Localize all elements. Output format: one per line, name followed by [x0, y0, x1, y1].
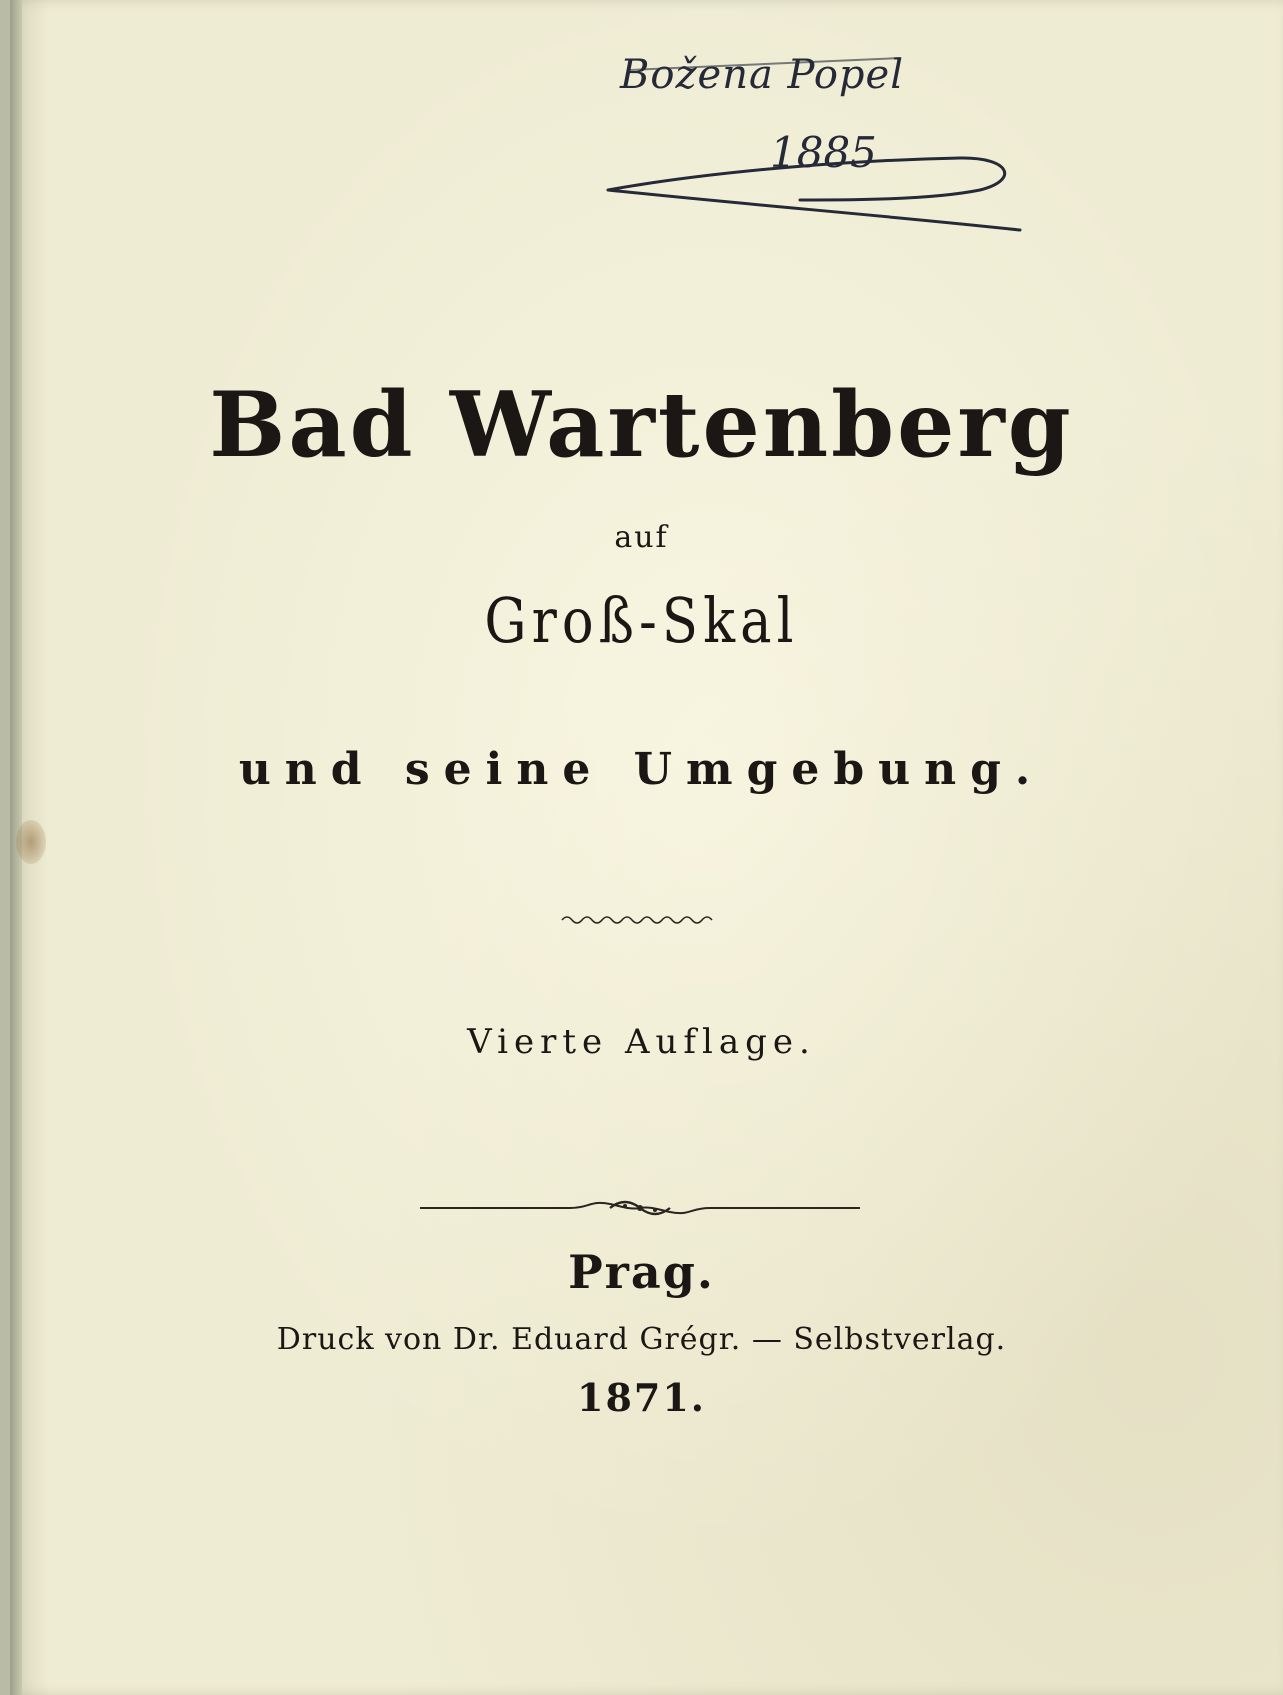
imprint-year: 1871.: [577, 1375, 706, 1420]
title-connector: auf: [614, 520, 669, 555]
place-name: Groß-Skal: [484, 584, 799, 657]
ornamental-divider: [420, 1196, 860, 1220]
book-title: Bad Wartenberg: [209, 372, 1074, 478]
foxing-stain: [16, 820, 46, 864]
imprint-printer: Druck von Dr. Eduard Grégr. — Selbstverlag.: [276, 1322, 1007, 1357]
book-subtitle: und seine Umgebung.: [238, 744, 1045, 795]
imprint-city: Prag.: [568, 1245, 715, 1299]
handwritten-inscription: [600, 40, 1050, 260]
inscription-year: 1885: [770, 128, 877, 177]
wavy-rule-divider: [560, 912, 720, 928]
edition-statement: Vierte Auflage.: [467, 1022, 816, 1062]
inscription-name: Božena Popel: [620, 52, 904, 98]
